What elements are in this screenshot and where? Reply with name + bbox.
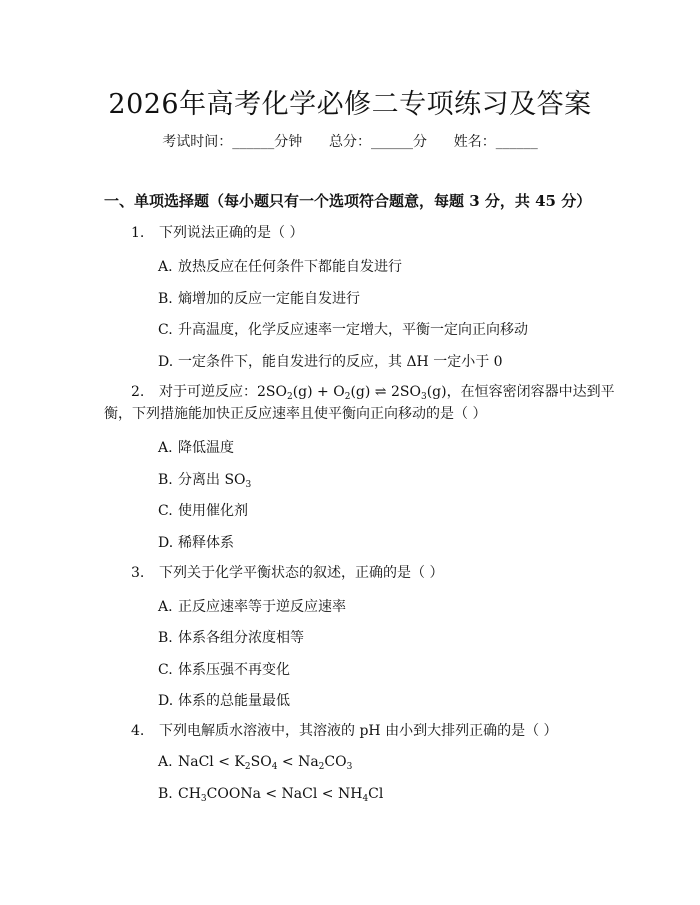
- q3-option-a: A. 正反应速率等于逆反应速率: [158, 599, 346, 615]
- q3-option-d: D. 体系的总能量最低: [158, 693, 290, 709]
- section-heading: 一、单项选择题（每小题只有一个选项符合题意，每题 3 分，共 45 分）: [104, 192, 592, 210]
- q3-option-b: B. 体系各组分浓度相等: [158, 630, 304, 646]
- question-number: 4.: [131, 723, 145, 739]
- question-number: 1.: [131, 225, 145, 241]
- q2-option-b: B. 分离出 $SO_3$: [158, 472, 252, 490]
- question-2-continued: 衡，下列措施能加快正反应速率且使平衡向正向移动的是（ ）: [104, 406, 487, 422]
- question-2: 2. 对于可逆反应：$2SO_2(g) + O_2(g)$ ⇌ $2SO_3(g)$，在恒容密闭容器中达到平: [131, 380, 615, 404]
- q4-option-a: A. NaCl < $K_2SO_4 < Na_2CO_3$: [158, 754, 353, 772]
- q2-option-a: A. 降低温度: [158, 440, 234, 456]
- q3-option-c: C. 体系压强不再变化: [158, 662, 290, 678]
- q2-option-c: C. 使用催化剂: [158, 503, 248, 519]
- question-1: [131, 221, 303, 245]
- question-stem: 下列说法正确的是（ ）: [159, 225, 304, 241]
- question-number: 2.: [131, 384, 145, 400]
- question-3: [131, 561, 443, 585]
- question-stem: 下列关于化学平衡状态的叙述，正确的是（ ）: [159, 565, 444, 581]
- question-stem: 下列电解质水溶液中，其溶液的 pH 由小到大排列正确的是（ ）: [159, 723, 558, 739]
- q2-option-d: D. 稀释体系: [158, 535, 234, 551]
- q1-option-b: B. 熵增加的反应一定能自发进行: [158, 291, 360, 307]
- q1-option-d: D. 一定条件下，能自发进行的反应，其 ΔH 一定小于 0: [158, 354, 503, 370]
- question-4: [131, 719, 558, 743]
- exam-info-line: 考试时间：______分钟 总分：______分 姓名：______: [162, 134, 538, 150]
- question-number: 3.: [131, 565, 145, 581]
- q4-option-b: B. $CH_3COONa$ < NaCl < $NH_4Cl$: [158, 786, 384, 804]
- q1-option-a: A. 放热反应在任何条件下都能自发进行: [158, 259, 402, 275]
- page-title: 2026年高考化学必修二专项练习及答案: [108, 89, 592, 120]
- q1-option-c: C. 升高温度，化学反应速率一定增大，平衡一定向正向移动: [158, 322, 528, 338]
